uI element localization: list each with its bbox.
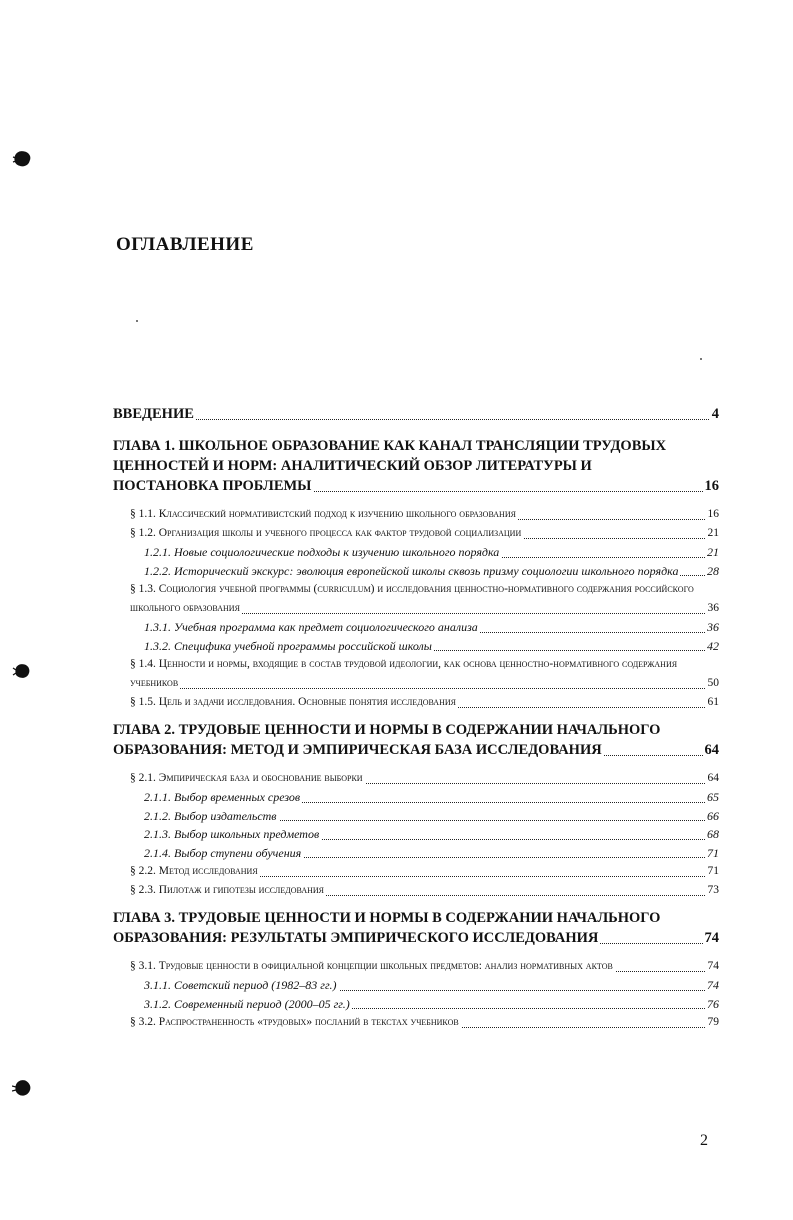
toc-entry-title: § 1.4. Ценности и нормы, входящие в состав трудовой идеологии, как основа ценностно-нормативного содержания учебников: [130, 658, 678, 689]
toc-entry-page: 36: [706, 599, 720, 618]
toc-subsection-entry: [144, 844, 719, 863]
toc-entry-page: 4: [711, 406, 719, 422]
toc-entry-page: 21: [706, 524, 720, 543]
toc-entry-title: § 2.1. Эмпирическая база и обоснование выборки: [130, 772, 363, 784]
toc-entry-title: § 1.3. Социология учебной программы (curriculum) и исследования ценностно-нормативного содержания российского школьного образования: [130, 583, 694, 614]
toc-subsection-entry: [144, 562, 719, 581]
toc-section-entry: [130, 693, 719, 712]
toc-entry-title: § 1.1. Классический нормативистский подход к изучению школьного образования: [130, 508, 516, 520]
toc-chapter-entry: [113, 908, 719, 948]
page-number: 2: [700, 1132, 708, 1149]
toc-subsection-entry: [144, 825, 719, 844]
toc-entry-page: 64: [704, 742, 719, 758]
toc-chapter-entry: [113, 436, 719, 496]
toc-entry-page: 74: [706, 957, 720, 976]
toc-entry-page: 36: [705, 618, 719, 637]
toc-section-entry: [130, 862, 719, 881]
toc-entry-page: 66: [705, 807, 719, 826]
toc-section-entry: [130, 580, 719, 618]
toc-entry-page: 65: [705, 788, 719, 807]
toc-entry-title: 1.2.1. Новые социологические подходы к изучению школьного порядка: [144, 545, 500, 559]
toc-entry-page: 16: [706, 505, 720, 524]
toc-section-entry: [130, 505, 719, 524]
toc-entry-title: § 3.1. Трудовые ценности в официальной концепции школьных предметов: анализ нормативных актов: [130, 960, 613, 972]
toc-heading: ОГЛАВЛЕНИЕ: [116, 234, 254, 255]
punch-hole-icon: [12, 1078, 32, 1098]
toc-entry-title: § 1.2. Организация школы и учебного процесса как фактор трудовой социализации: [130, 527, 522, 539]
toc-section-entry: [130, 881, 719, 900]
toc-subsection-entry: [144, 618, 719, 637]
toc-entry-page: 74: [705, 976, 719, 995]
toc-chapter-entry: [113, 404, 719, 424]
toc-entry-title: § 2.2. Метод исследования: [130, 865, 258, 877]
toc-section-entry: [130, 655, 719, 693]
toc-subsection-entry: [144, 543, 719, 562]
toc-subsection-entry: [144, 976, 719, 995]
toc-entry-page: 50: [706, 674, 720, 693]
toc-entry-title: 2.1.1. Выбор временных срезов: [144, 790, 301, 804]
punch-hole-icon: [12, 149, 32, 169]
toc-subsection-entry: [144, 637, 719, 656]
toc-entry-title: § 1.5. Цель и задачи исследования. Основные понятия исследования: [130, 696, 456, 708]
toc-entry-page: 64: [706, 769, 720, 788]
toc-entry-title: ВВЕДЕНИЕ: [113, 406, 194, 422]
toc-entry-title: 3.1.1. Советский период (1982–83 гг.): [144, 978, 337, 992]
toc-subsection-entry: [144, 788, 719, 807]
toc-entry-title: ГЛАВА 3. ТРУДОВЫЕ ЦЕННОСТИ И НОРМЫ В СОДЕРЖАНИИ НАЧАЛЬНОГО ОБРАЗОВАНИЯ: РЕЗУЛЬТАТЫ ЭМПИРИЧЕСКОГО ИССЛЕДОВАНИЯ: [113, 910, 661, 946]
toc-entry-title: 2.1.3. Выбор школьных предметов: [144, 827, 320, 841]
toc-entry-title: 1.3.2. Специфика учебной программы российской школы: [144, 638, 432, 653]
toc-entry-title: ГЛАВА 2. ТРУДОВЫЕ ЦЕННОСТИ И НОРМЫ В СОДЕРЖАНИИ НАЧАЛЬНОГО ОБРАЗОВАНИЯ: МЕТОД И ЭМПИРИЧЕСКАЯ БАЗА ИССЛЕДОВАНИЯ: [113, 722, 661, 758]
toc-entry-title: ГЛАВА 1. ШКОЛЬНОЕ ОБРАЗОВАНИЕ КАК КАНАЛ ТРАНСЛЯЦИИ ТРУДОВЫХ ЦЕННОСТЕЙ И НОРМ: АНАЛИТИЧЕСКИЙ ОБЗОР ЛИТЕРАТУРЫ И ПОСТАНОВКА ПРОБЛЕМЫ: [113, 438, 667, 494]
toc-entry-page: 28: [705, 562, 719, 581]
toc-chapter-entry: [113, 720, 719, 760]
toc-entry-page: 61: [706, 693, 720, 712]
toc-section-entry: [130, 1013, 719, 1032]
toc-entry-page: 76: [705, 995, 719, 1014]
toc-subsection-entry: [144, 807, 719, 826]
table-of-contents: [113, 404, 719, 1032]
toc-entry-page: 71: [706, 862, 720, 881]
toc-entry-title: 3.1.2. Современный период (2000–05 гг.): [144, 996, 350, 1011]
toc-entry-title: 1.2.2. Исторический экскурс: эволюция европейской школы сквозь призму социологии школьного порядка: [144, 563, 679, 578]
toc-entry-title: 2.1.2. Выбор издательств: [144, 808, 277, 823]
toc-entry-title: § 2.3. Пилотаж и гипотезы исследования: [130, 884, 324, 896]
toc-entry-title: 2.1.4. Выбор ступени обучения: [144, 845, 302, 860]
toc-entry-page: 42: [705, 637, 719, 656]
toc-section-entry: [130, 957, 719, 976]
toc-subsection-entry: [144, 995, 719, 1014]
toc-entry-title: 1.3.1. Учебная программа как предмет социологического анализа: [144, 620, 478, 634]
toc-entry-page: 21: [705, 543, 719, 562]
toc-entry-page: 71: [705, 844, 719, 863]
scan-speck: [136, 320, 138, 322]
punch-hole-icon: [12, 661, 32, 681]
toc-entry-page: 16: [704, 478, 719, 494]
toc-entry-page: 73: [706, 881, 720, 900]
toc-entry-page: 74: [704, 930, 719, 946]
scan-speck: [700, 358, 702, 360]
toc-entry-title: § 3.2. Распространенность «трудовых» посланий в текстах учебников: [130, 1016, 459, 1028]
toc-entry-page: 68: [705, 825, 719, 844]
toc-entry-page: 79: [706, 1013, 720, 1032]
toc-section-entry: [130, 769, 719, 788]
toc-section-entry: [130, 524, 719, 543]
